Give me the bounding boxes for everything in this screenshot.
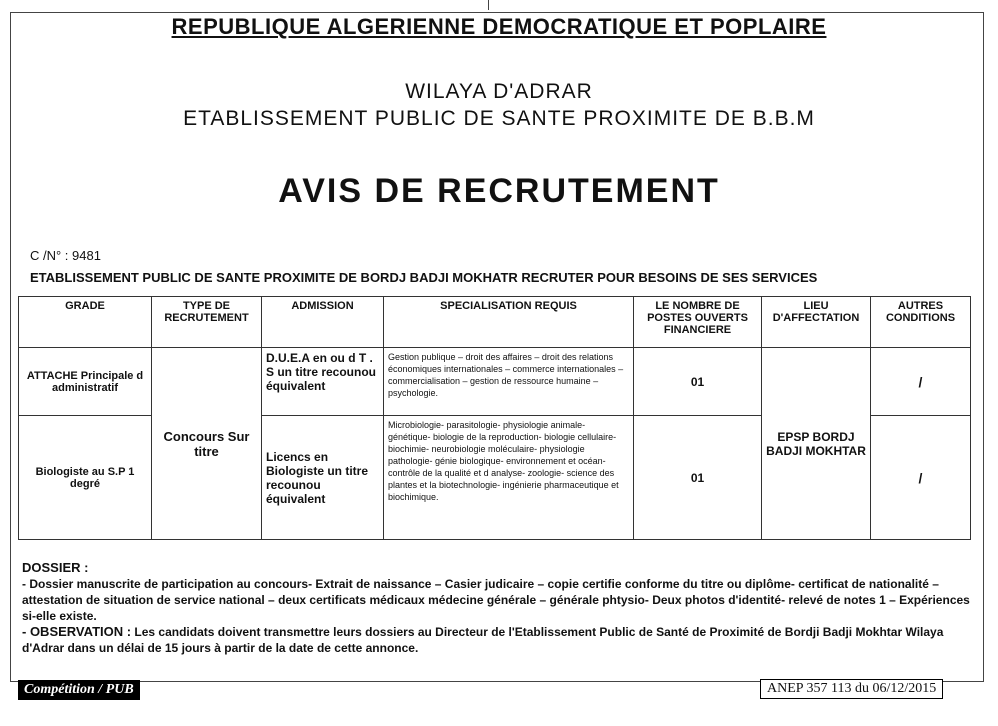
observation-text: Les candidats doivent transmettre leurs dossiers au Directeur de l'Etablissement Public de Santé de Proximité de Bordji Badji Mokhtar Wilaya d'Adrar dans un délai de 15 jours à partir de la date de cette annonce. — [22, 625, 944, 655]
dossier-section — [22, 560, 972, 656]
wilaya-title: WILAYA D'ADRAR — [405, 80, 593, 103]
observation-block — [22, 624, 972, 656]
nombre-cell: 01 — [634, 348, 762, 416]
grade-cell: Biologiste au S.P 1 degré — [19, 416, 152, 540]
observation-label: - OBSERVATION : — [22, 624, 132, 639]
reference-number: C /N° : 9481 — [30, 248, 101, 263]
grade-cell: ATTACHE Principale d administratif — [19, 348, 152, 416]
lieu-cell: EPSP BORDJ BADJI MOKHTAR — [762, 348, 871, 540]
table-row — [19, 348, 971, 416]
dossier-title: DOSSIER : — [22, 560, 89, 575]
table-header-row — [19, 297, 971, 348]
header-lieu: LIEU D'AFFECTATION — [762, 297, 871, 348]
autres-cell: / — [871, 416, 971, 540]
competition-badge: Compétition / PUB — [18, 680, 140, 700]
republic-title: REPUBLIQUE ALGERIENNE DEMOCRATIQUE ET POPLAIRE — [171, 14, 827, 39]
admission-cell: D.U.E.A en ou d T . S un titre recounou équivalent — [262, 348, 384, 416]
nombre-cell: 01 — [634, 416, 762, 540]
etablissement-title: ETABLISSEMENT PUBLIC DE SANTE PROXIMITE DE B.B.M — [183, 107, 815, 130]
autres-cell: / — [871, 348, 971, 416]
header-type: TYPE DE RECRUTEMENT — [152, 297, 262, 348]
intro-line: ETABLISSEMENT PUBLIC DE SANTE PROXIMITE DE BORDJ BADJI MOKHATR RECRUTER POUR BESOINS DE SES SERVICES — [30, 270, 818, 285]
recruitment-table — [18, 296, 971, 540]
specialisation-cell: Microbiologie- parasitologie- physiologie animale- génétique- biologie de la reproduction- biologie cellulaire- biochimie- neurobiologie moléculaire- physiologie pathologie- génie biologique- environnement et océan- contrôle de la qualité et d analyse- zoologie- science des plantes et la biotechnologie- ingénierie pharmaceutique et biochimique. — [384, 416, 634, 540]
header-nombre: LE NOMBRE DE POSTES OUVERTS FINANCIERE — [634, 297, 762, 348]
dossier-text: - Dossier manuscrite de participation au concours- Extrait de naissance – Casier judicaire – copie certifie conforme du titre ou diplôme- certificat de nationalité – attestation de situation de service national – deux certificats médicaux médecine générale – générale phtysio- Deux photos d'identité- relevé de notes 1 – Expériences si-elle existe. — [22, 577, 970, 623]
avis-title: AVIS DE RECRUTEMENT — [278, 172, 720, 210]
header-grade: GRADE — [19, 297, 152, 348]
admission-cell: Licencs en Biologiste un titre recounou équivalent — [262, 416, 384, 540]
header-autres: AUTRES CONDITIONS — [871, 297, 971, 348]
top-fold-line — [488, 0, 489, 10]
header-admission: ADMISSION — [262, 297, 384, 348]
type-cell: Concours Sur titre — [152, 348, 262, 540]
specialisation-cell: Gestion publique – droit des affaires – droit des relations économiques internationales – commerce internationales – commercialisation – gestion de ressource humaine – psychologie. — [384, 348, 634, 416]
anep-reference: ANEP 357 113 du 06/12/2015 — [760, 679, 943, 699]
header-specialisation: SPECIALISATION REQUIS — [384, 297, 634, 348]
